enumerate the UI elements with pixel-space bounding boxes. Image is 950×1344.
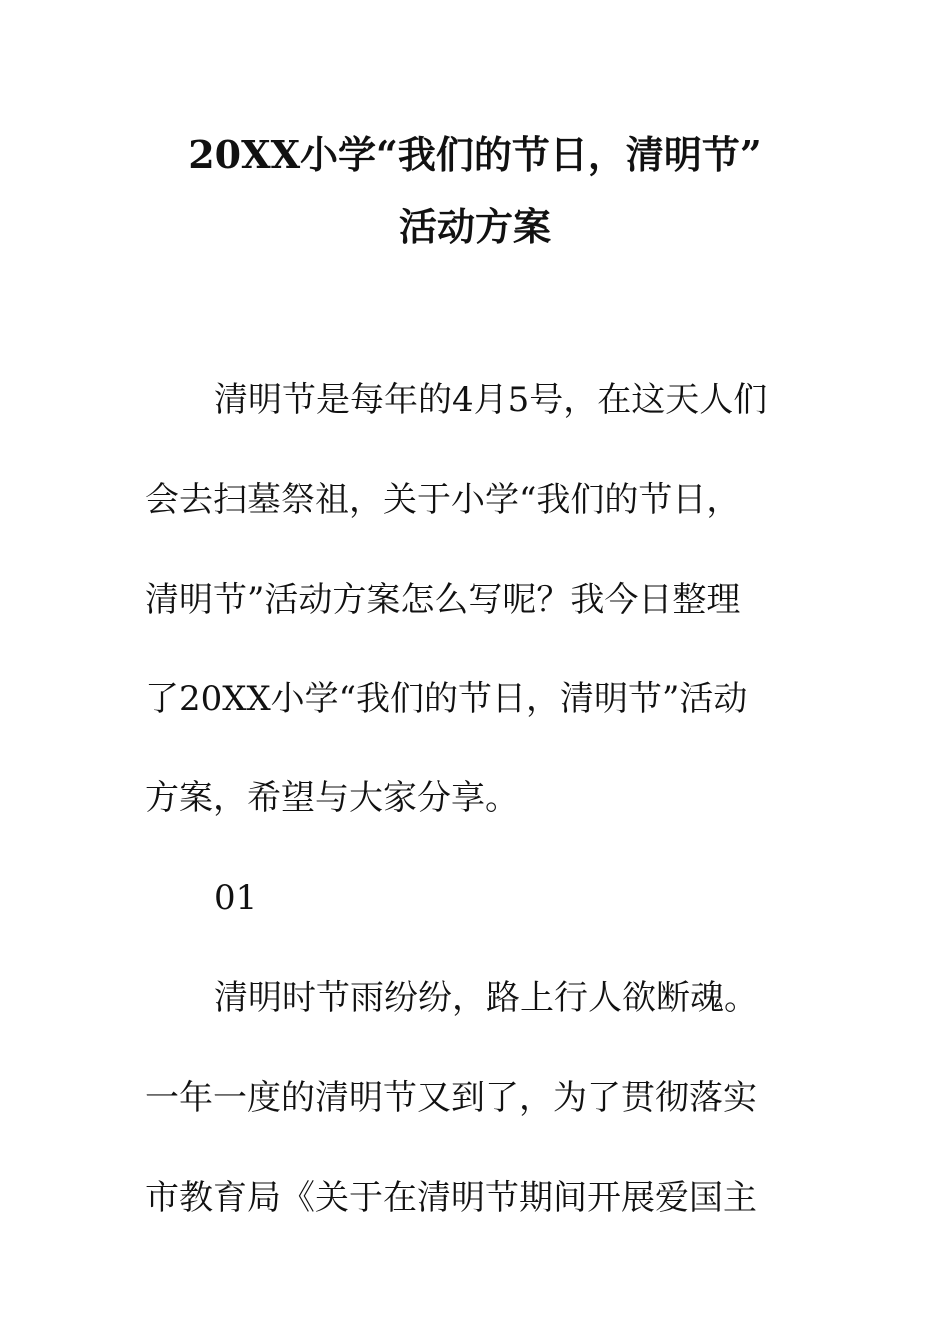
section-number: 01 [214,878,258,918]
paragraph-2-line-2: 一年一度的清明节又到了，为了贯彻落实 [145,1078,757,1118]
paragraph-1-line-1: 清明节是每年的4月5号，在这天人们 [214,380,768,420]
document-title-line-2: 活动方案 [398,204,551,249]
paragraph-1-line-5: 方案，希望与大家分享。 [145,778,519,818]
paragraph-1-line-2: 会去扫墓祭祖，关于小学“我们的节日， [145,480,741,520]
paragraph-2-line-1: 清明时节雨纷纷，路上行人欲断魂。 [214,978,758,1018]
paragraph-1-line-3: 清明节”活动方案怎么写呢？我今日整理 [145,580,741,620]
document-title-line-1: 20XX小学“我们的节日，清明节” [188,132,762,177]
paragraph-1-line-4: 了20XX小学“我们的节日，清明节”活动 [145,679,748,719]
paragraph-2-line-3: 市教育局《关于在清明节期间开展爱国主 [145,1178,757,1218]
